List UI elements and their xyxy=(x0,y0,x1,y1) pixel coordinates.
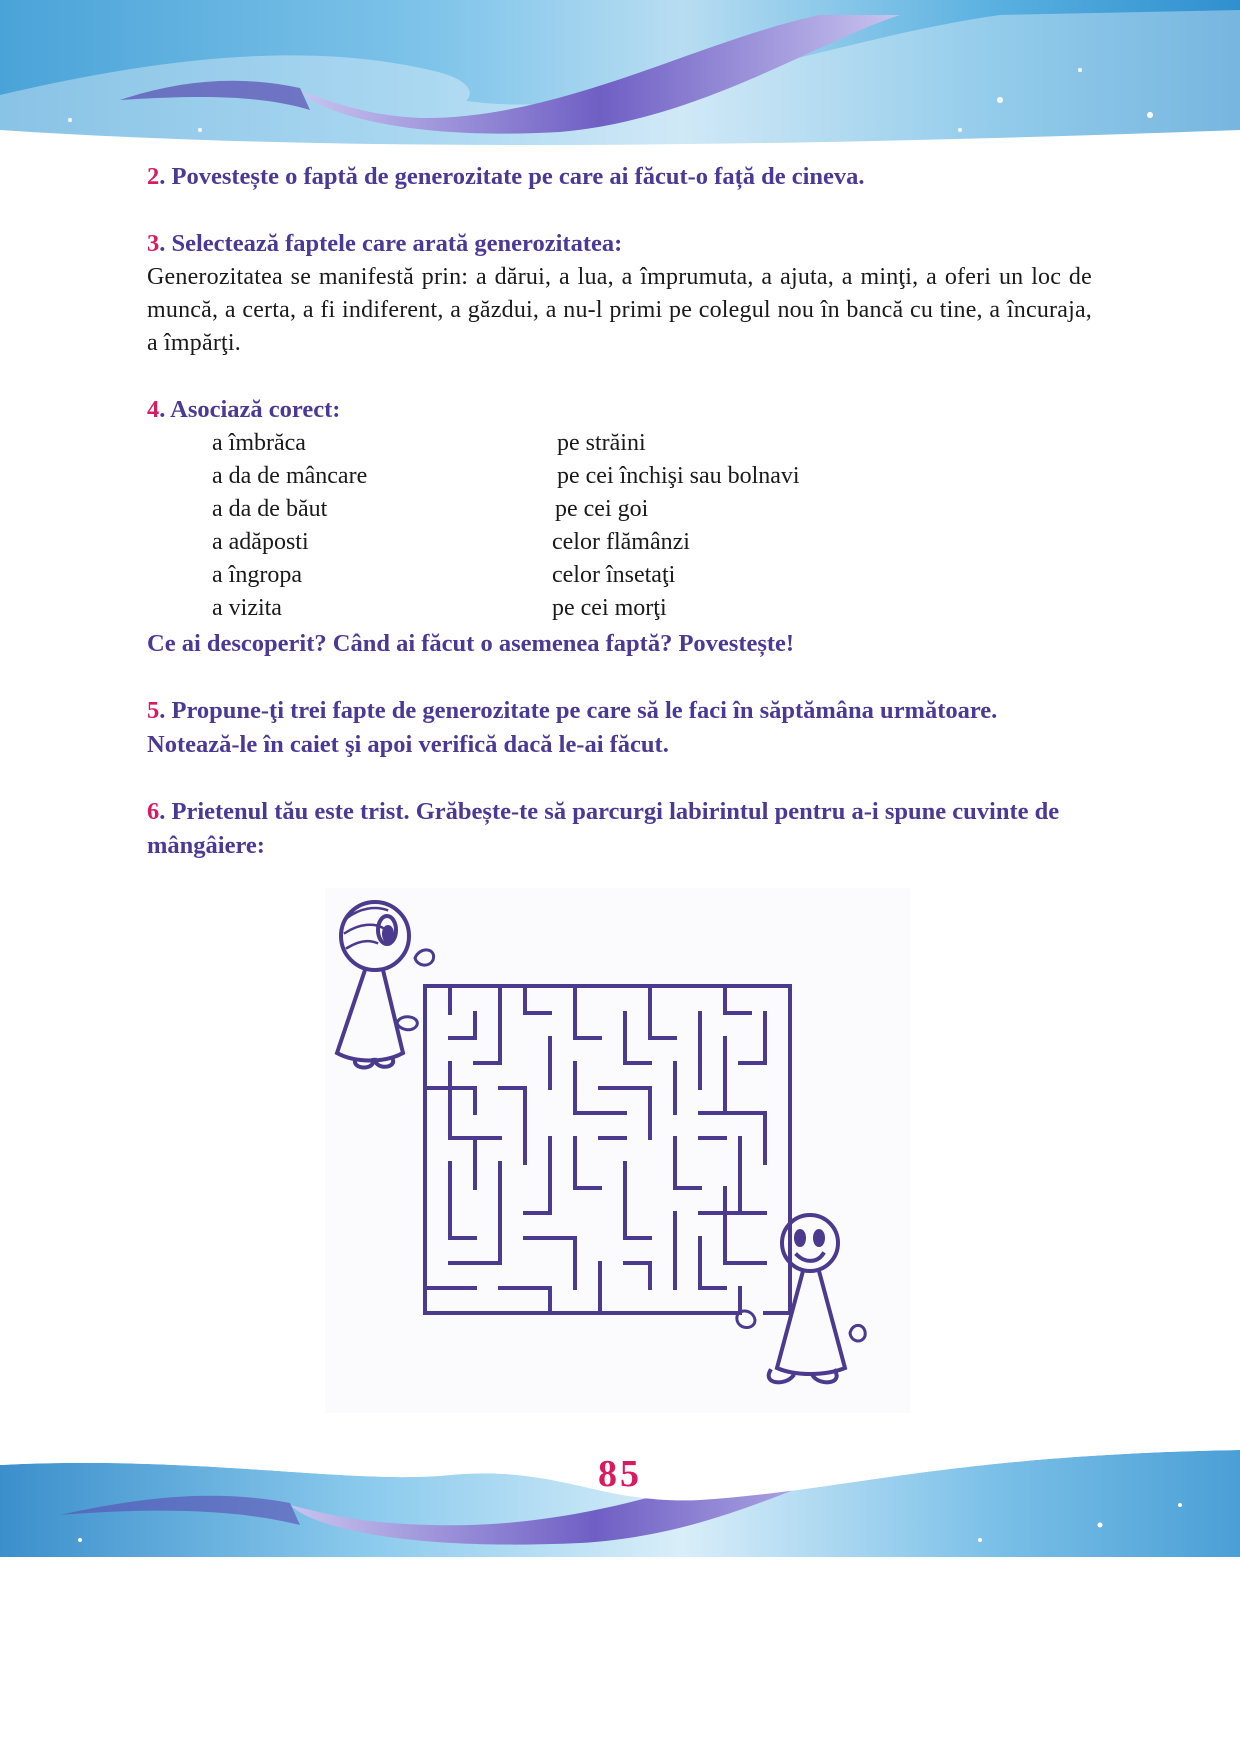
maze-icon xyxy=(325,888,910,1413)
question-number: 2 xyxy=(147,163,160,190)
question-text: . Selectează faptele care arată generozitatea: xyxy=(159,230,623,257)
question-text: . Povestește o faptă de generozitate pe care ai făcut-o față de cineva. xyxy=(159,163,865,190)
association-left: a îmbrăca xyxy=(212,430,306,456)
association-right: pe cei goi xyxy=(555,496,649,522)
association-row xyxy=(147,592,1092,625)
exercise-content xyxy=(147,160,1092,863)
association-row xyxy=(147,460,1092,493)
association-left: a da de mâncare xyxy=(212,463,368,489)
association-list xyxy=(147,427,1092,627)
association-left: a îngropa xyxy=(212,562,302,588)
association-right: pe cei morţi xyxy=(552,595,667,621)
maze-illustration xyxy=(325,888,910,1413)
association-row xyxy=(147,493,1092,526)
question-5 xyxy=(147,694,1092,762)
page-number: 85 xyxy=(598,1453,642,1495)
question-text: . Asociază corect: xyxy=(159,396,341,423)
question-6 xyxy=(147,795,1092,863)
association-left: a vizita xyxy=(212,595,282,621)
question-number: 3 xyxy=(147,230,160,257)
question-3 xyxy=(147,227,1092,261)
question-4 xyxy=(147,393,1092,427)
association-row xyxy=(147,559,1092,592)
question-number: 6 xyxy=(147,798,160,825)
question-number: 5 xyxy=(147,697,160,724)
top-wave-banner xyxy=(0,0,1240,150)
association-right: celor însetaţi xyxy=(552,562,676,588)
happy-child-icon xyxy=(737,1215,865,1382)
association-row xyxy=(147,526,1092,559)
association-left: a adăposti xyxy=(212,529,309,555)
question-2 xyxy=(147,160,1092,194)
association-right: pe cei închişi sau bolnavi xyxy=(557,463,800,489)
question-text: . Propune-ţi trei fapte de generozitate pe care să le faci în săptămâna următoare. Notează-le în caiet şi apoi verifică dacă le-ai făcut. xyxy=(147,697,998,758)
sad-child-icon xyxy=(337,902,434,1068)
association-right: celor flămânzi xyxy=(552,529,690,555)
association-row xyxy=(147,427,1092,460)
association-right: pe străini xyxy=(557,430,646,456)
question-text: . Prietenul tău este trist. Grăbește-te să parcurgi labirintul pentru a-i spune cuvinte de mângâiere: xyxy=(147,798,1060,859)
question-3-body: Generozitatea se manifestă prin: a dărui, a lua, a împrumuta, a ajuta, a minţi, a oferi un loc de muncă, a certa, a fi indiferent, a găzdui, a nu-l primi pe colegul nou în bancă cu tine, a încuraja, a împărţi. xyxy=(147,264,1092,356)
question-number: 4 xyxy=(147,396,160,423)
question-4-followup: Ce ai descoperit? Când ai făcut o asemenea faptă? Povestește! xyxy=(147,630,795,657)
association-left: a da de băut xyxy=(212,496,328,522)
